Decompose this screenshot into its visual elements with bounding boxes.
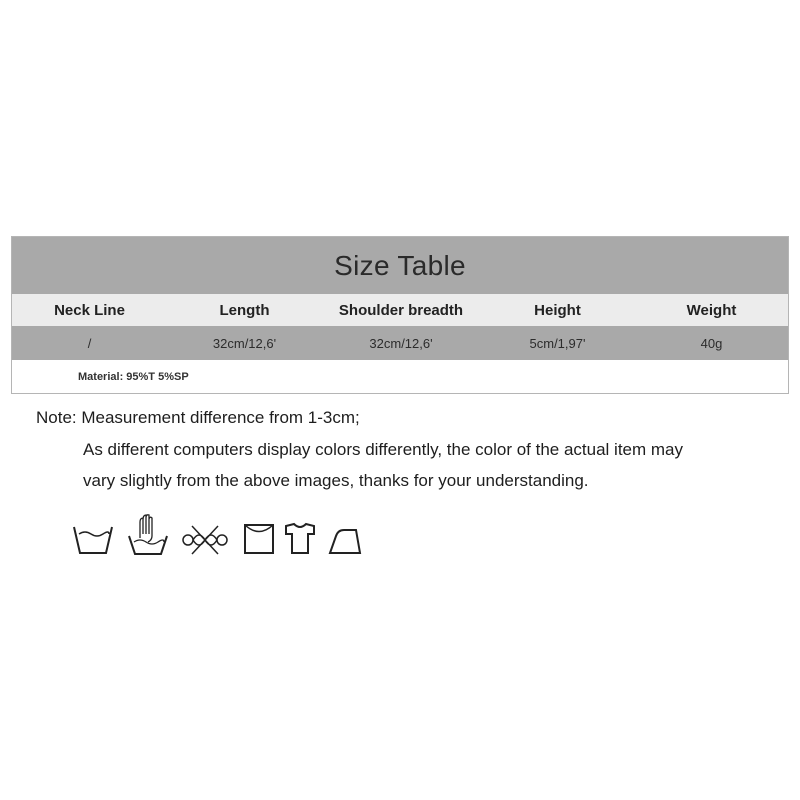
header-length: Length [219,301,270,319]
value-shoulder-breadth: 32cm/12,6' [369,335,433,351]
header-weight: Weight [686,301,737,319]
header-height: Height [534,301,581,319]
wash-basin-icon [70,512,116,560]
header-shoulder-breadth: Shoulder breadth [338,301,464,319]
note-line-2: As different computers display colors differently, the color of the actual item may [83,440,684,459]
table-row [12,326,788,360]
size-table [11,236,789,394]
value-length: 32cm/12,6' [212,335,277,351]
do-not-tumble-icon [178,512,232,560]
material-row: Material: 95%T 5%SP [12,360,788,393]
table-header-row [12,294,788,326]
size-table-title: Size Table [12,237,788,294]
shirt-icon [282,512,318,560]
note-line-1: Note: Measurement difference from 1-3cm; [36,408,360,427]
care-icons [70,512,370,560]
dry-flat-icon [242,512,276,560]
header-neck-line: Neck Line [54,301,125,319]
value-weight: 40g [700,335,723,351]
note-line-3: vary slightly from the above images, thanks for your understanding. [83,471,589,490]
value-neck-line: / [87,335,92,351]
hand-wash-icon [126,512,170,560]
iron-icon [326,512,366,560]
value-height: 5cm/1,97' [529,335,586,351]
